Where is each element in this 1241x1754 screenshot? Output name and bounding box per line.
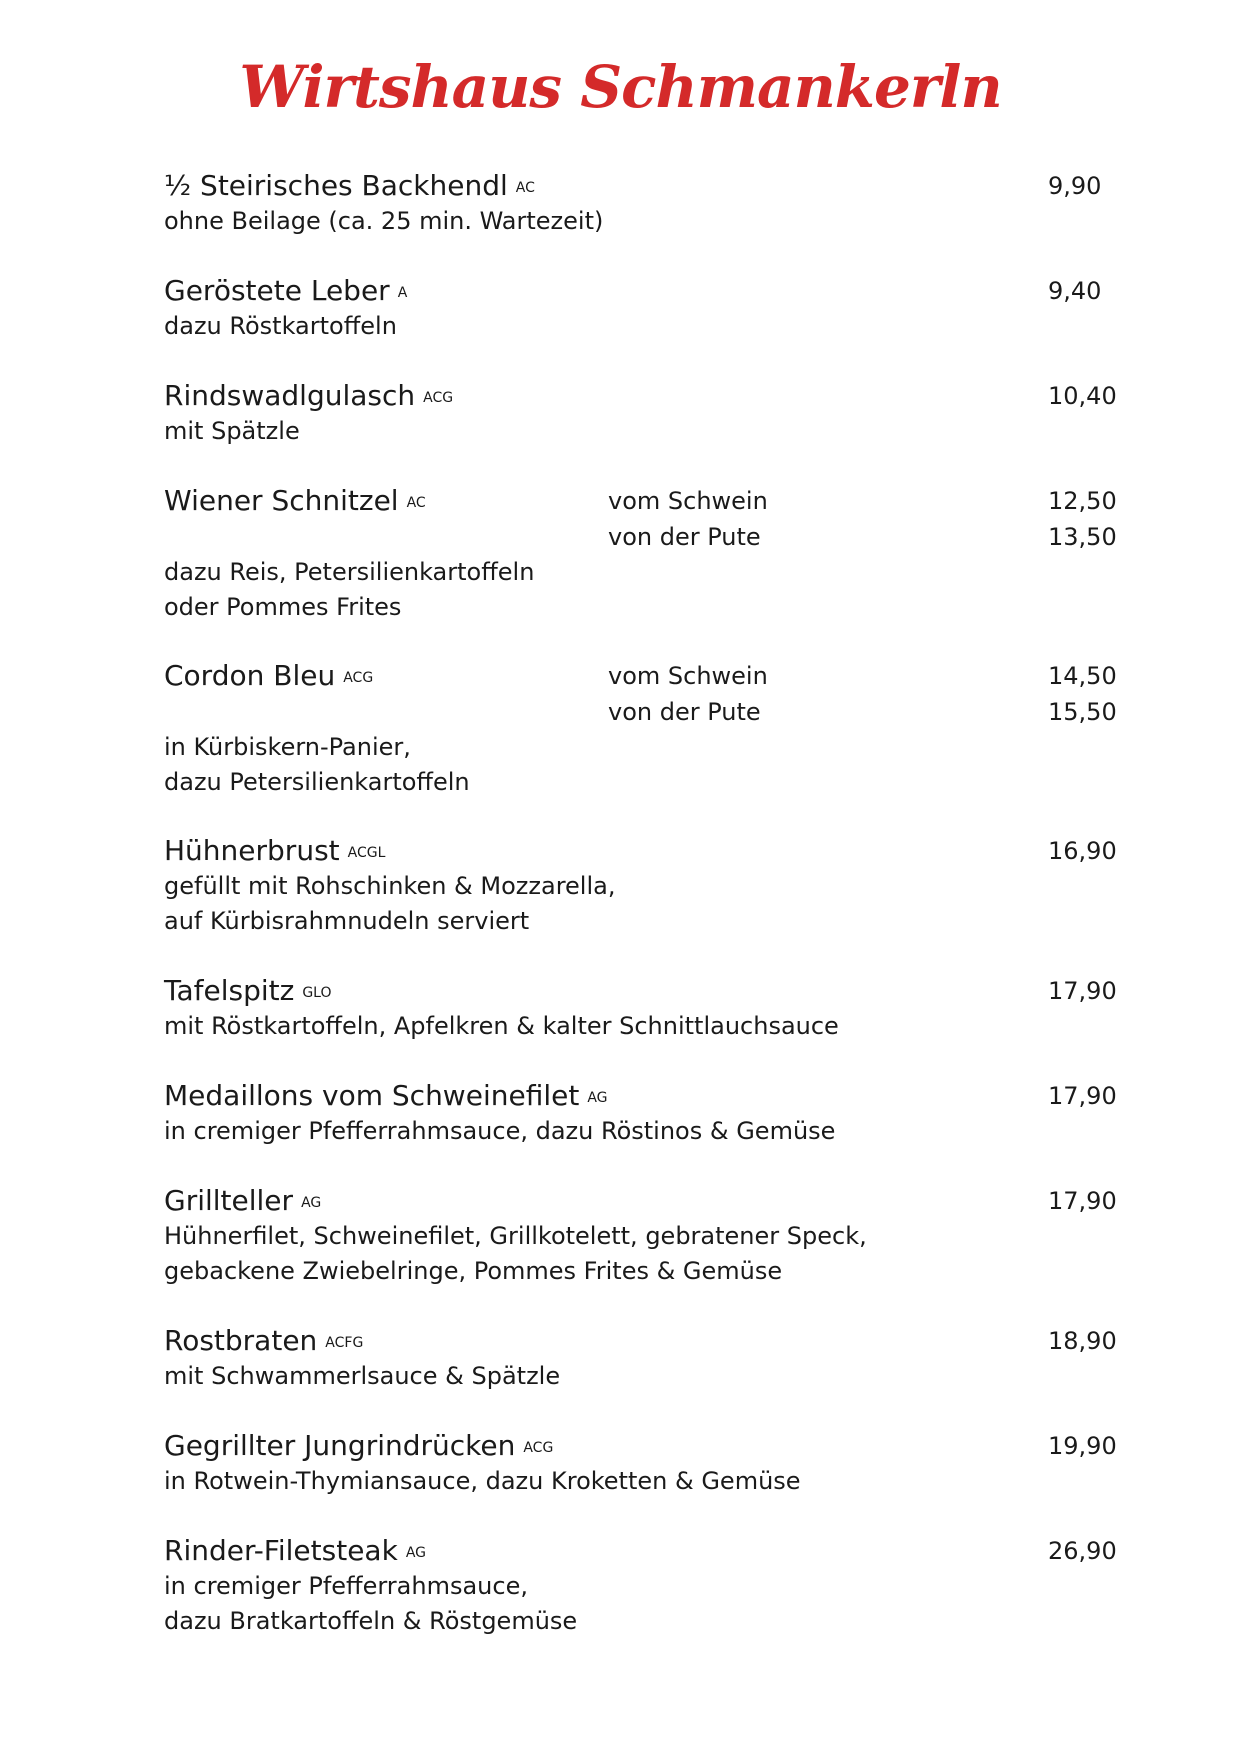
dish-description: Hühnerfilet, Schweinefilet, Grillkotelett, gebratener Speck,	[164, 1222, 867, 1250]
dish-description: oder Pommes Frites	[164, 593, 402, 621]
variant-label: vom Schwein	[608, 487, 768, 515]
allergen-codes: ACG	[423, 390, 454, 406]
dish-price: 15,50	[1048, 698, 1117, 726]
dish-description: in cremiger Pfefferrahmsauce,	[164, 1572, 528, 1600]
allergen-codes: ACG	[343, 670, 374, 686]
dish-description: mit Röstkartoffeln, Apfelkren & kalter Schnittlauchsauce	[164, 1012, 839, 1040]
dish-name: Wiener Schnitzel $^{AC}$	[164, 484, 426, 517]
page-title: Wirtshaus Schmankerln	[239, 53, 1002, 121]
dish-price: 17,90	[1048, 977, 1117, 1005]
dish-description: mit Schwammerlsauce & Spätzle	[164, 1362, 561, 1390]
menu-item	[0, 1533, 1241, 1639]
dish-price: 12,50	[1048, 487, 1117, 515]
dish-description: ohne Beilage (ca. 25 min. Wartezeit)	[164, 207, 604, 235]
allergen-codes: ACGL	[347, 845, 386, 861]
menu-item	[0, 1428, 1241, 1499]
dish-name: Hühnerbrust $^{ACGL}$	[164, 834, 386, 867]
allergen-codes: AG	[587, 1090, 608, 1106]
dish-price: 13,50	[1048, 523, 1117, 551]
dish-price: 17,90	[1048, 1082, 1117, 1110]
dish-price: 26,90	[1048, 1537, 1117, 1565]
variant-label: vom Schwein	[608, 662, 768, 690]
variant-label: von der Pute	[608, 698, 761, 726]
dish-description: gefüllt mit Rohschinken & Mozzarella,	[164, 872, 616, 900]
dish-description: dazu Bratkartoffeln & Röstgemüse	[164, 1607, 578, 1635]
allergen-codes: AG	[405, 1545, 426, 1561]
dish-price: 16,90	[1048, 837, 1117, 865]
menu-item	[0, 483, 1241, 625]
menu-item	[0, 273, 1241, 344]
menu-item	[0, 658, 1241, 800]
dish-name: Rindswadlgulasch $^{ACG}$	[164, 379, 454, 412]
dish-description: in cremiger Pfefferrahmsauce, dazu Röstinos & Gemüse	[164, 1117, 836, 1145]
menu-item	[0, 1323, 1241, 1394]
dish-price: 9,90	[1048, 172, 1102, 200]
dish-description: dazu Reis, Petersilienkartoffeln	[164, 558, 535, 586]
allergen-codes: ACG	[523, 1440, 554, 1456]
dish-name: Medaillons vom Schweinefilet $^{AG}$	[164, 1079, 608, 1112]
menu-item	[0, 168, 1241, 239]
dish-description: mit Spätzle	[164, 417, 300, 445]
dish-description: dazu Röstkartoffeln	[164, 312, 397, 340]
dish-name: Grillteller $^{AG}$	[164, 1184, 322, 1217]
dish-price: 10,40	[1048, 382, 1117, 410]
dish-price: 9,40	[1048, 277, 1102, 305]
dish-price: 14,50	[1048, 662, 1117, 690]
dish-name: ½ Steirisches Backhendl $^{AC}$	[164, 169, 535, 202]
dish-name: Gegrillter Jungrindrücken $^{ACG}$	[164, 1429, 554, 1462]
allergen-codes: AG	[301, 1195, 322, 1211]
variant-label: von der Pute	[608, 523, 761, 551]
dish-name: Tafelspitz $^{GLO}$	[164, 974, 332, 1007]
menu-item	[0, 973, 1241, 1044]
menu-item	[0, 378, 1241, 449]
dish-price: 19,90	[1048, 1432, 1117, 1460]
dish-description: auf Kürbisrahmnudeln serviert	[164, 907, 530, 935]
dish-name: Geröstete Leber $^A$	[164, 274, 408, 307]
allergen-codes: ACFG	[325, 1335, 364, 1351]
dish-price: 18,90	[1048, 1327, 1117, 1355]
dish-description: in Rotwein-Thymiansauce, dazu Kroketten & Gemüse	[164, 1467, 801, 1495]
allergen-codes: AC	[406, 495, 426, 511]
allergen-codes: A	[397, 285, 408, 301]
menu-item	[0, 1183, 1241, 1289]
menu-item	[0, 833, 1241, 939]
allergen-codes: AC	[515, 180, 535, 196]
dish-name: Rinder-Filetsteak $^{AG}$	[164, 1534, 426, 1567]
dish-price: 17,90	[1048, 1187, 1117, 1215]
dish-name: Cordon Bleu $^{ACG}$	[164, 659, 374, 692]
dish-description: gebackene Zwiebelringe, Pommes Frites & Gemüse	[164, 1257, 783, 1285]
dish-name: Rostbraten $^{ACFG}$	[164, 1324, 364, 1357]
menu-item	[0, 1078, 1241, 1149]
dish-description: in Kürbiskern-Panier,	[164, 733, 411, 761]
allergen-codes: GLO	[302, 985, 332, 1001]
dish-description: dazu Petersilienkartoffeln	[164, 768, 470, 796]
